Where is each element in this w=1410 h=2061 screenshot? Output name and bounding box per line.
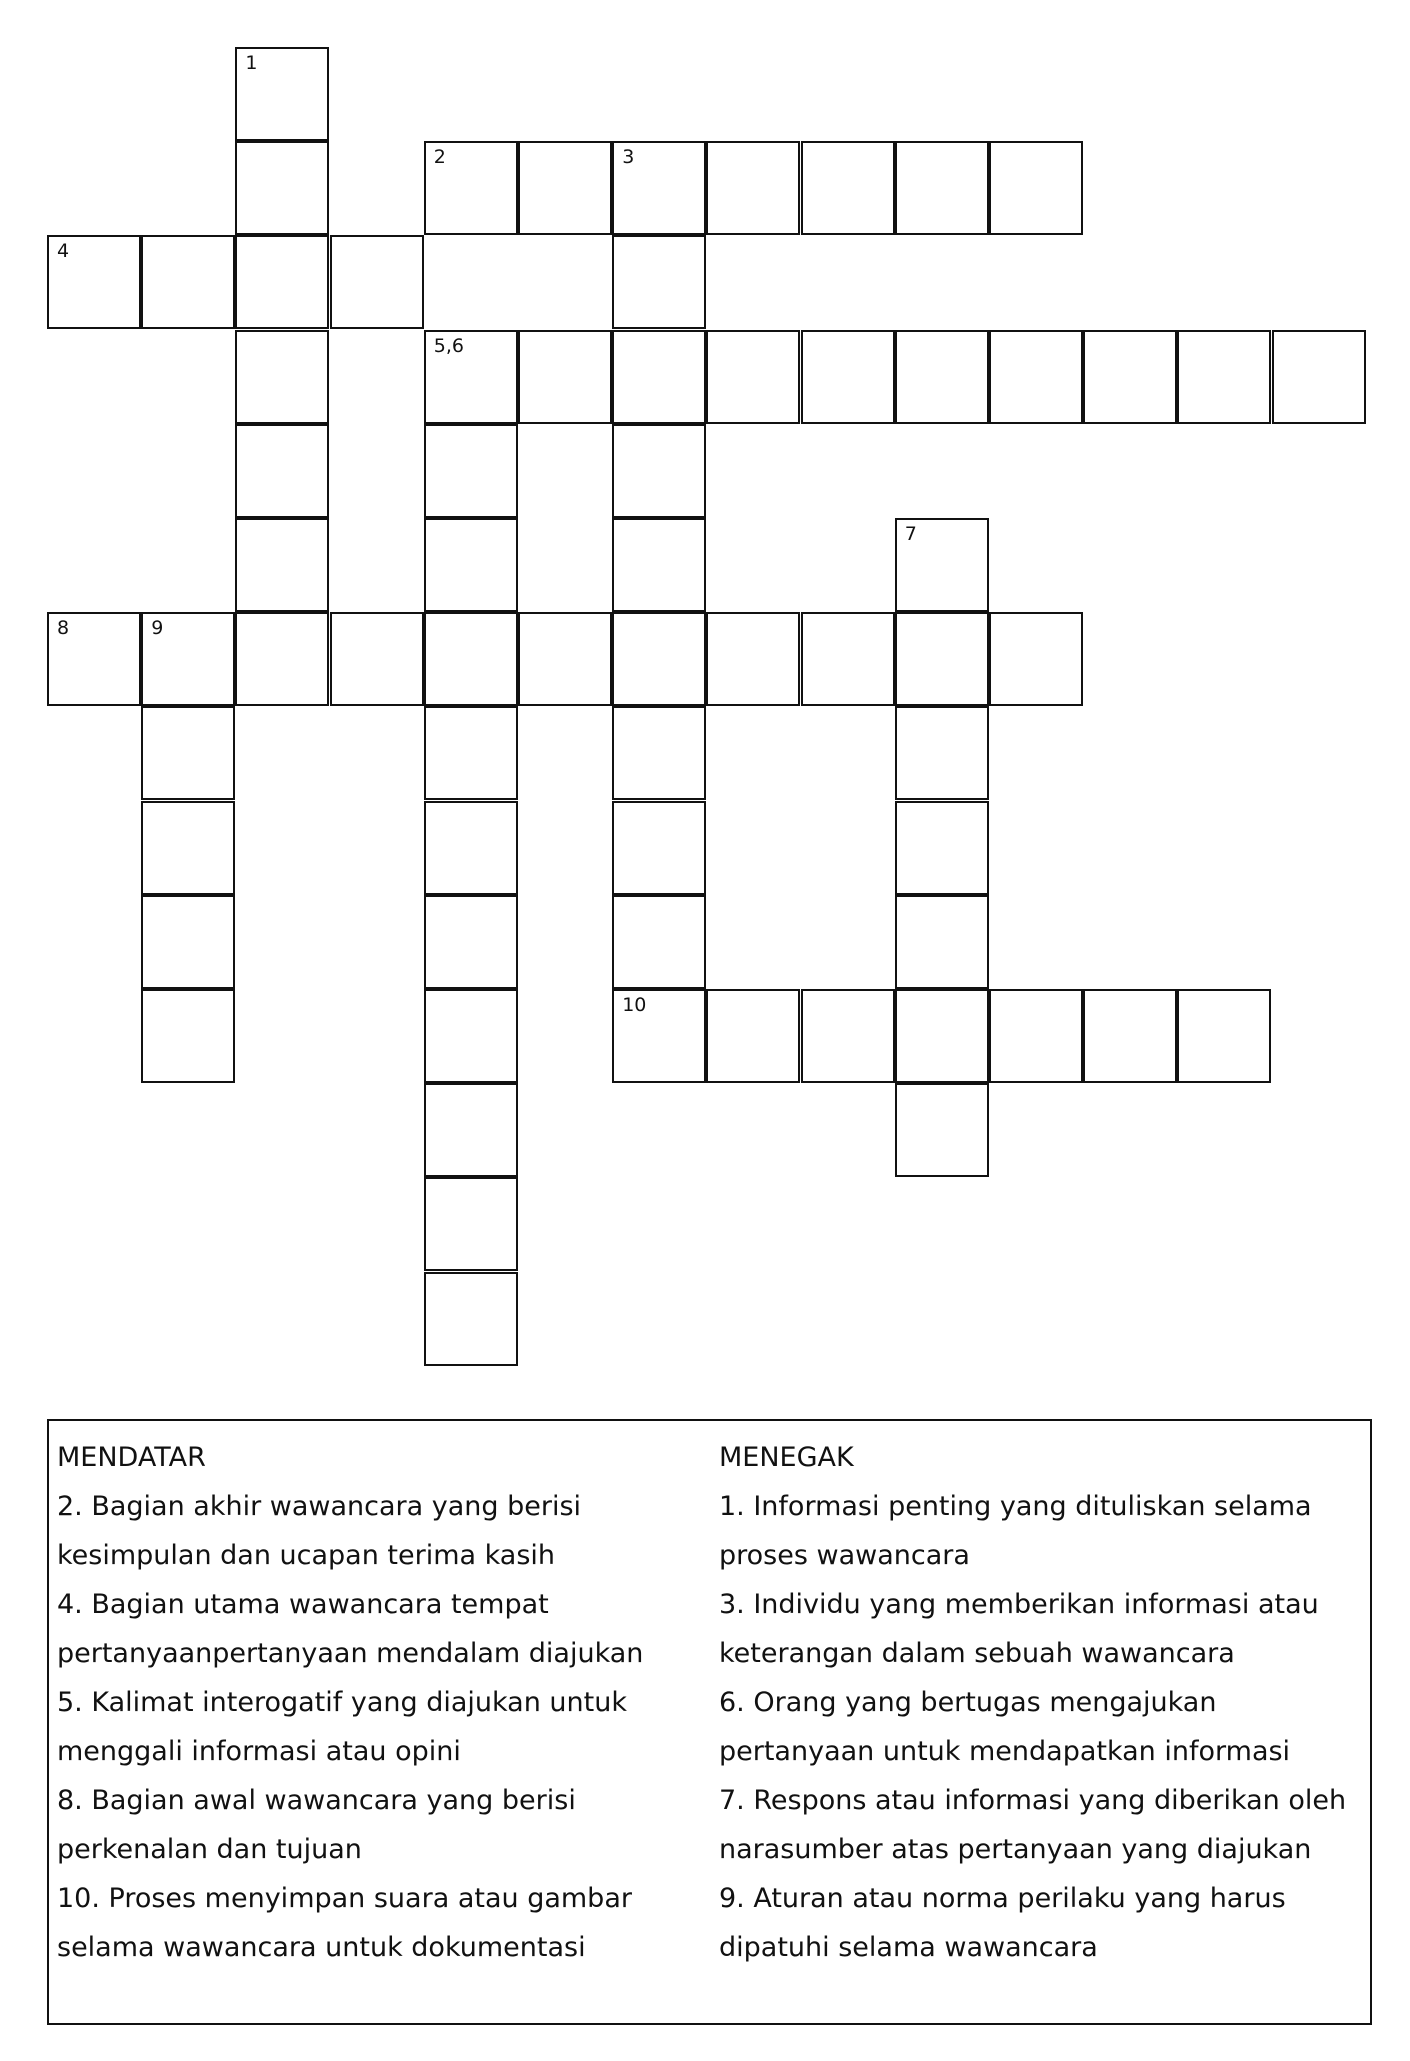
down-clue-line: 9. Aturan atau norma perilaku yang harus	[719, 1883, 1286, 1914]
crossword-cell[interactable]	[612, 518, 706, 612]
down-clue-line: 6. Orang yang bertugas mengajukan	[719, 1687, 1217, 1718]
crossword-cell[interactable]	[330, 612, 424, 706]
down-clue-line: dipatuhi selama wawancara	[719, 1932, 1098, 1963]
crossword-cell[interactable]	[518, 612, 612, 706]
down-clue-line: 1. Informasi penting yang dituliskan selama	[719, 1491, 1312, 1522]
crossword-cell[interactable]	[424, 895, 518, 989]
crossword-cell[interactable]	[1177, 989, 1271, 1083]
crossword-cell[interactable]	[235, 612, 329, 706]
crossword-cell[interactable]	[612, 895, 706, 989]
crossword-cell[interactable]	[1272, 330, 1366, 424]
crossword-cell[interactable]	[518, 141, 612, 235]
down-clue-line: keterangan dalam sebuah wawancara	[719, 1638, 1235, 1669]
crossword-cell[interactable]	[801, 330, 895, 424]
crossword-cell[interactable]	[706, 989, 800, 1083]
crossword-cell[interactable]	[895, 706, 989, 800]
crossword-cell[interactable]	[801, 989, 895, 1083]
down-clue-line: narasumber atas pertanyaan yang diajukan	[719, 1834, 1312, 1865]
crossword-cell[interactable]	[801, 141, 895, 235]
clue-number: 5,6	[433, 334, 465, 357]
crossword-cell[interactable]	[612, 612, 706, 706]
crossword-cell[interactable]	[1177, 330, 1271, 424]
clue-number: 9	[151, 617, 164, 640]
crossword-cell[interactable]	[141, 612, 235, 706]
clue-number: 1	[245, 52, 258, 74]
clue-number: 10	[622, 994, 647, 1016]
across-clue-line: kesimpulan dan ucapan terima kasih	[57, 1540, 556, 1571]
down-clues	[719, 1433, 1359, 1972]
crossword-cell[interactable]	[895, 330, 989, 424]
across-clue-line: 10. Proses menyimpan suara atau gambar	[57, 1883, 632, 1914]
across-clues	[57, 1433, 697, 1972]
crossword-cell[interactable]	[424, 330, 518, 424]
crossword-cell[interactable]	[895, 518, 989, 612]
crossword-cell[interactable]	[47, 612, 141, 706]
crossword-cell[interactable]	[47, 235, 141, 329]
crossword-cell[interactable]	[989, 330, 1083, 424]
down-clue-line: 3. Individu yang memberikan informasi atau	[719, 1589, 1319, 1620]
crossword-cell[interactable]	[235, 518, 329, 612]
crossword-cell[interactable]	[424, 612, 518, 706]
down-heading: MENEGAK	[719, 1442, 854, 1473]
crossword-cell[interactable]	[424, 518, 518, 612]
across-clue-line: 5. Kalimat interogatif yang diajukan untuk	[57, 1687, 627, 1718]
crossword-cell[interactable]	[424, 1272, 518, 1366]
crossword-cell[interactable]	[141, 235, 235, 329]
crossword-cell[interactable]	[612, 989, 706, 1083]
crossword-cell[interactable]	[895, 989, 989, 1083]
crossword-cell[interactable]	[424, 141, 518, 235]
across-clue-line: selama wawancara untuk dokumentasi	[57, 1932, 586, 1963]
crossword-cell[interactable]	[424, 989, 518, 1083]
crossword-cell[interactable]	[141, 989, 235, 1083]
down-clue-line: proses wawancara	[719, 1540, 970, 1571]
crossword-cell[interactable]	[612, 235, 706, 329]
crossword-cell[interactable]	[612, 801, 706, 895]
crossword-cell[interactable]	[989, 989, 1083, 1083]
crossword-cell[interactable]	[235, 330, 329, 424]
crossword-cell[interactable]	[141, 706, 235, 800]
crossword-cell[interactable]	[141, 801, 235, 895]
across-clue-line: perkenalan dan tujuan	[57, 1834, 362, 1865]
crossword-cell[interactable]	[895, 1083, 989, 1177]
crossword-cell[interactable]	[895, 801, 989, 895]
crossword-cell[interactable]	[612, 706, 706, 800]
clue-number: 7	[904, 523, 917, 545]
crossword-cell[interactable]	[330, 235, 424, 329]
across-clue-line: 4. Bagian utama wawancara tempat	[57, 1589, 549, 1620]
crossword-cell[interactable]	[518, 330, 612, 424]
down-clue-line: 7. Respons atau informasi yang diberikan oleh	[719, 1785, 1347, 1816]
clues-box	[47, 1419, 1372, 2025]
crossword-cell[interactable]	[612, 424, 706, 518]
crossword-cell[interactable]	[235, 141, 329, 235]
crossword-cell[interactable]	[612, 141, 706, 235]
clue-number: 4	[57, 240, 70, 263]
across-heading: MENDATAR	[57, 1442, 206, 1473]
crossword-cell[interactable]	[612, 330, 706, 424]
clue-number: 3	[622, 146, 635, 169]
down-clue-line: pertanyaan untuk mendapatkan informasi	[719, 1736, 1291, 1767]
across-clue-line: menggali informasi atau opini	[57, 1736, 461, 1767]
crossword-cell[interactable]	[706, 330, 800, 424]
crossword-cell[interactable]	[424, 1083, 518, 1177]
crossword-cell[interactable]	[895, 141, 989, 235]
clue-number: 2	[433, 146, 446, 169]
crossword-cell[interactable]	[424, 1177, 518, 1271]
crossword-cell[interactable]	[235, 235, 329, 329]
crossword-cell[interactable]	[141, 895, 235, 989]
clue-number: 8	[57, 617, 70, 640]
crossword-cell[interactable]	[706, 612, 800, 706]
crossword-cell[interactable]	[235, 47, 329, 141]
crossword-cell[interactable]	[235, 424, 329, 518]
crossword-cell[interactable]	[706, 141, 800, 235]
crossword-cell[interactable]	[895, 612, 989, 706]
across-clue-line: 2. Bagian akhir wawancara yang berisi	[57, 1491, 582, 1522]
crossword-cell[interactable]	[989, 612, 1083, 706]
crossword-cell[interactable]	[1083, 989, 1177, 1083]
crossword-cell[interactable]	[1083, 330, 1177, 424]
crossword-cell[interactable]	[424, 706, 518, 800]
crossword-cell[interactable]	[989, 141, 1083, 235]
across-clue-line: 8. Bagian awal wawancara yang berisi	[57, 1785, 576, 1816]
crossword-cell[interactable]	[424, 801, 518, 895]
crossword-cell[interactable]	[801, 612, 895, 706]
across-clue-line: pertanyaanpertanyaan mendalam diajukan	[57, 1638, 644, 1669]
crossword-cell[interactable]	[424, 424, 518, 518]
crossword-cell[interactable]	[895, 895, 989, 989]
